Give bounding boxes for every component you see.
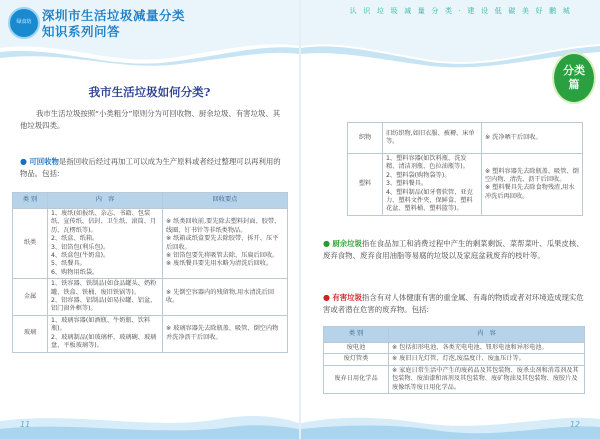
recyclable-term: 可回收物 xyxy=(29,157,59,166)
right-page xyxy=(301,0,600,439)
hazardous-paragraph xyxy=(323,292,585,316)
bullet-dot: ● xyxy=(20,157,27,166)
table-header-note: 回收要点 xyxy=(163,193,288,209)
table-row: 塑料 1、塑料容器(如饮料瓶、洗发精、清洁剂瓶、色拉油瓶等)。 2、塑料袋(购物袋等)。 3、塑料餐具。 4、塑料制品(如牙膏软管、亚克力、塑料文件夹、保鲜盒、塑料花盆、塑料桶、塑料篮等)。 ※ 塑料容器先去除瓶盖、吸管、倒空内物、清洗、沥干后回收。 ※ 塑料餐具先去除食物残渣,用水冲洗后再回收。 xyxy=(348,154,583,216)
table-row: 玻璃 1、玻璃容器(如酒瓶、牛奶瓶、饮料瓶)。 2、玻璃制品(如玻璃杯、玻璃碗、玻璃盘、平板玻璃等)。 ※ 玻璃容器先去除瓶盖、吸管、倒空内物并洗净沥干后回收。 xyxy=(13,315,288,352)
table-row: 织物 旧纺织物,如旧衣服、被褥、床单等。 ※ 洗净晒干后回收。 xyxy=(348,123,583,154)
recyclable-definition: 是指回收后经过再加工可以成为生产原料或者经过整理可以再利用的物品。包括: xyxy=(20,157,281,178)
logo-icon: 绿食坊 xyxy=(8,7,40,39)
recyclable-table xyxy=(12,192,288,353)
category-badge: 分类 篇 xyxy=(552,52,596,104)
kitchen-waste-paragraph xyxy=(323,238,585,262)
table-header-content: 内 容 xyxy=(48,193,163,209)
table-row: 废弃日用化学品 ※ 家庭日常生活中产生的废药品及其包装物、废杀虫剂和消毒剂及其包装物、废油漆和溶剂及其包装物、废矿物油及其包装物、废胶片及废像纸等废日用化学品。 xyxy=(324,365,585,393)
hazardous-table xyxy=(323,326,585,394)
footer-wave-decoration xyxy=(301,409,600,439)
top-slogan: 认 识 垃 圾 减 量 分 类 · 建 设 低 碳 美 好 鹏 城 xyxy=(349,7,572,15)
table-header-category: 类 别 xyxy=(13,193,48,209)
table-row: 金属 1、铁容器、铁制品(如食品罐头、奶粉罐、铁盒、铁桶、废旧铁锅等)。 2、铝容器、铝制品(如易拉罐、铝盆、铝门窗外框等)。 ※ 先倒空容器内的残留物,用水清洗后回收。 xyxy=(13,279,288,316)
intro-paragraph: 我市生活垃圾按照“小类粗分”原则分为可回收物、厨余垃圾、有害垃圾、其他垃圾四类。 xyxy=(20,109,281,130)
table-row: 废电池 ※ 包括扣形电池、各类充电电池、钮形电池和异形电池。 xyxy=(324,343,585,354)
brand-title-line1: 深圳市生活垃圾减量分类 xyxy=(42,8,186,23)
table-header-content: 内 容 xyxy=(389,327,585,343)
left-page xyxy=(0,0,299,439)
kitchen-waste-term: 厨余垃圾 xyxy=(332,239,362,248)
hazardous-definition: 指含有对人体健康有害的重金属、有毒的物质或者对环境造成现实危害或者潜在危害的废弃物。包括: xyxy=(323,293,584,314)
page-number-right: 12 xyxy=(569,420,580,429)
brand-title-line2: 知识系列问答 xyxy=(42,24,121,39)
table-header-category: 类 别 xyxy=(324,327,389,343)
page-title: 我市生活垃圾如何分类? xyxy=(88,85,211,99)
footer-wave-decoration xyxy=(0,409,299,439)
hazardous-term: 有害垃圾 xyxy=(332,293,362,302)
page-number-left: 11 xyxy=(20,420,31,429)
kitchen-waste-definition: 指在食品加工和消费过程中产生的剩菜剩饭、菜帮菜叶、瓜果皮核、废弃食物、废弃食用油脂等易腐的垃圾以及家庭盆栽废弃的枝叶等。 xyxy=(323,239,584,260)
bullet-dot: ● xyxy=(323,239,330,248)
table-row: 纸类 1、废纸(如报纸、杂志、书籍、包装纸、宣传纸、信封、卫生纸、滚筒、月历、瓦楞纸等)。 2、纸盒、纸箱。 3、铝箔包(利乐包)。 4、纸盒包(牛奶盒)。 5、纸餐具。 6、购物用纸袋。 ※ 纸类回收前,要先除去塑料封面、胶带、线圈、钉书针等非纸类物品。 ※ 纸箱或纸盒要先去除胶带、拆开、压平后回收。 ※ 铝箔包要先将吸管去除、压扁后回收。 ※ 废纸餐具要先用水略为清洗后回收。 xyxy=(13,209,288,279)
recyclable-paragraph xyxy=(20,156,282,180)
bullet-dot: ● xyxy=(323,293,330,302)
table-row: 废灯管类 ※ 废旧日光灯管、灯泡,废温度计、废血压计等。 xyxy=(324,354,585,365)
recyclable-table-continued xyxy=(347,122,583,216)
